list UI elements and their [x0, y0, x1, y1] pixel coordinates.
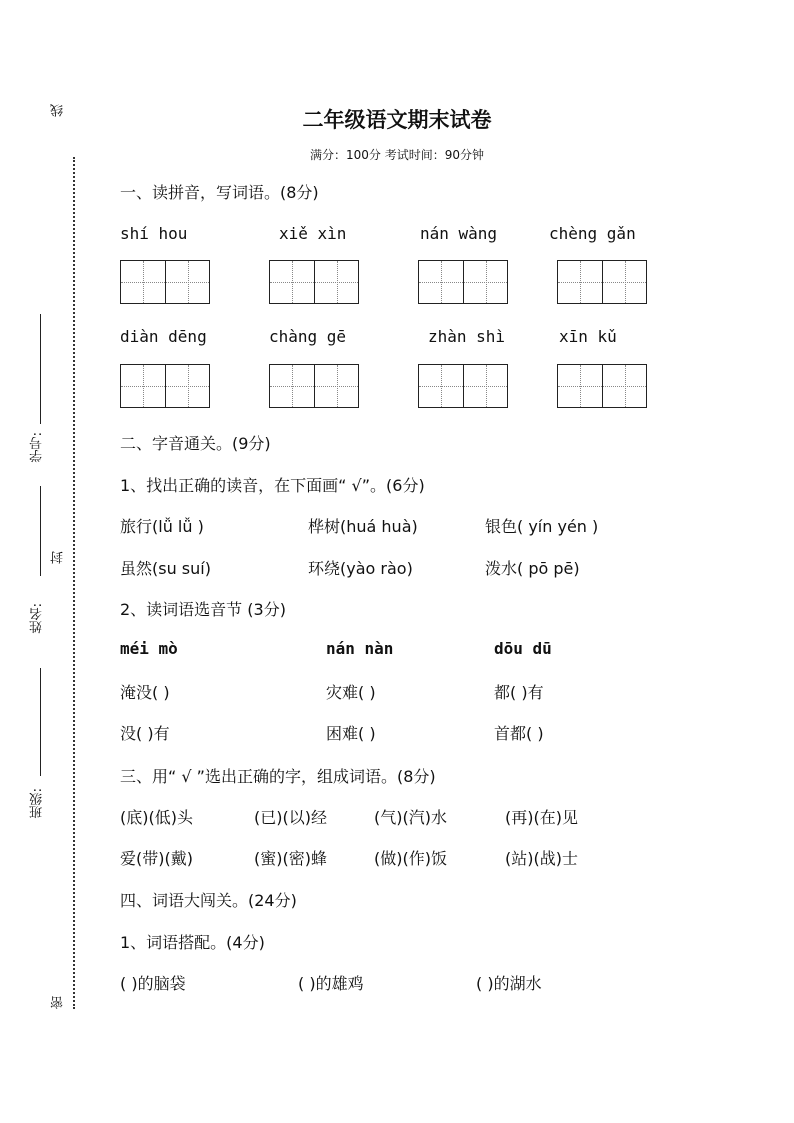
writing-grid[interactable]	[557, 364, 647, 408]
binding-feng: 封	[51, 551, 66, 564]
xingming-underline	[40, 486, 41, 576]
reading-item: 银色( yín yén )	[485, 517, 599, 536]
char-choice-item[interactable]: 爱(带)(戴)	[120, 849, 193, 868]
pinyin-4: chèng gǎn	[549, 224, 636, 243]
writing-grid[interactable]	[269, 260, 359, 304]
label-xingming: 姓名:	[30, 603, 45, 634]
pinyin-3: nán wàng	[420, 224, 498, 243]
char-choice-item[interactable]: (站)(战)士	[505, 849, 578, 868]
question-4-1: 1、词语搭配。(4分)	[120, 933, 265, 952]
binding-dotted-line	[73, 157, 75, 1009]
writing-grid[interactable]	[418, 260, 508, 304]
phrase-match-item[interactable]: ( )的脑袋	[120, 974, 186, 993]
fill-blank-item[interactable]: 困难( )	[326, 724, 376, 743]
reading-item: 环绕(yào rào)	[308, 559, 413, 578]
binding-xian: 线	[51, 104, 66, 117]
section-1-heading: 一、读拼音，写词语。(8分)	[120, 183, 319, 202]
section-3-heading: 三、用“ √ ”选出正确的字，组成词语。(8分)	[120, 767, 436, 786]
syllable-options: nán nàn	[326, 639, 394, 658]
pinyin-2: xiě xìn	[279, 224, 347, 243]
fill-blank-item[interactable]: 都( )有	[494, 683, 544, 702]
reading-item: 泼水( pō pē)	[485, 559, 580, 578]
writing-grid[interactable]	[269, 364, 359, 408]
label-banji: 班级:	[30, 788, 45, 819]
section-2-heading: 二、字音通关。(9分)	[120, 434, 271, 453]
banji-underline	[40, 668, 41, 776]
syllable-options: dōu dū	[494, 639, 552, 658]
char-choice-item[interactable]: (已)(以)经	[254, 808, 327, 827]
fill-blank-item[interactable]: 首都( )	[494, 724, 544, 743]
pinyin-8: xīn kǔ	[559, 327, 617, 346]
writing-grid[interactable]	[120, 260, 210, 304]
char-choice-item[interactable]: (做)(作)饭	[374, 849, 447, 868]
exam-subtitle: 满分：100分 考试时间：90分钟	[310, 148, 484, 162]
pinyin-1: shí hou	[120, 224, 188, 243]
pinyin-6: chàng gē	[269, 327, 347, 346]
question-2-2: 2、读词语选音节 (3分)	[120, 600, 286, 619]
char-choice-item[interactable]: (再)(在)见	[505, 808, 578, 827]
writing-grid[interactable]	[557, 260, 647, 304]
char-choice-item[interactable]: (底)(低)头	[120, 808, 193, 827]
fill-blank-item[interactable]: 灾难( )	[326, 683, 376, 702]
writing-grid[interactable]	[120, 364, 210, 408]
fill-blank-item[interactable]: 没( )有	[120, 724, 170, 743]
pinyin-5: diàn dēng	[120, 327, 207, 346]
writing-grid[interactable]	[418, 364, 508, 408]
phrase-match-item[interactable]: ( )的湖水	[476, 974, 542, 993]
label-xuehao: 学号:	[30, 432, 45, 463]
fill-blank-item[interactable]: 淹没( )	[120, 683, 170, 702]
xuehao-underline	[40, 314, 41, 424]
reading-item: 旅行(lǚ lǚ )	[120, 517, 204, 536]
question-2-1: 1、找出正确的读音，在下面画“ √”。(6分)	[120, 476, 425, 495]
section-4-heading: 四、词语大闯关。(24分)	[120, 891, 297, 910]
phrase-match-item[interactable]: ( )的雄鸡	[298, 974, 364, 993]
char-choice-item[interactable]: (蜜)(密)蜂	[254, 849, 327, 868]
pinyin-7: zhàn shì	[428, 327, 506, 346]
reading-item: 虽然(su suí)	[120, 559, 211, 578]
syllable-options: méi mò	[120, 639, 178, 658]
char-choice-item[interactable]: (气)(汽)水	[374, 808, 447, 827]
exam-title: 二年级语文期末试卷	[302, 107, 492, 132]
reading-item: 桦树(huá huà)	[308, 517, 418, 536]
binding-mi: 密	[51, 996, 66, 1009]
